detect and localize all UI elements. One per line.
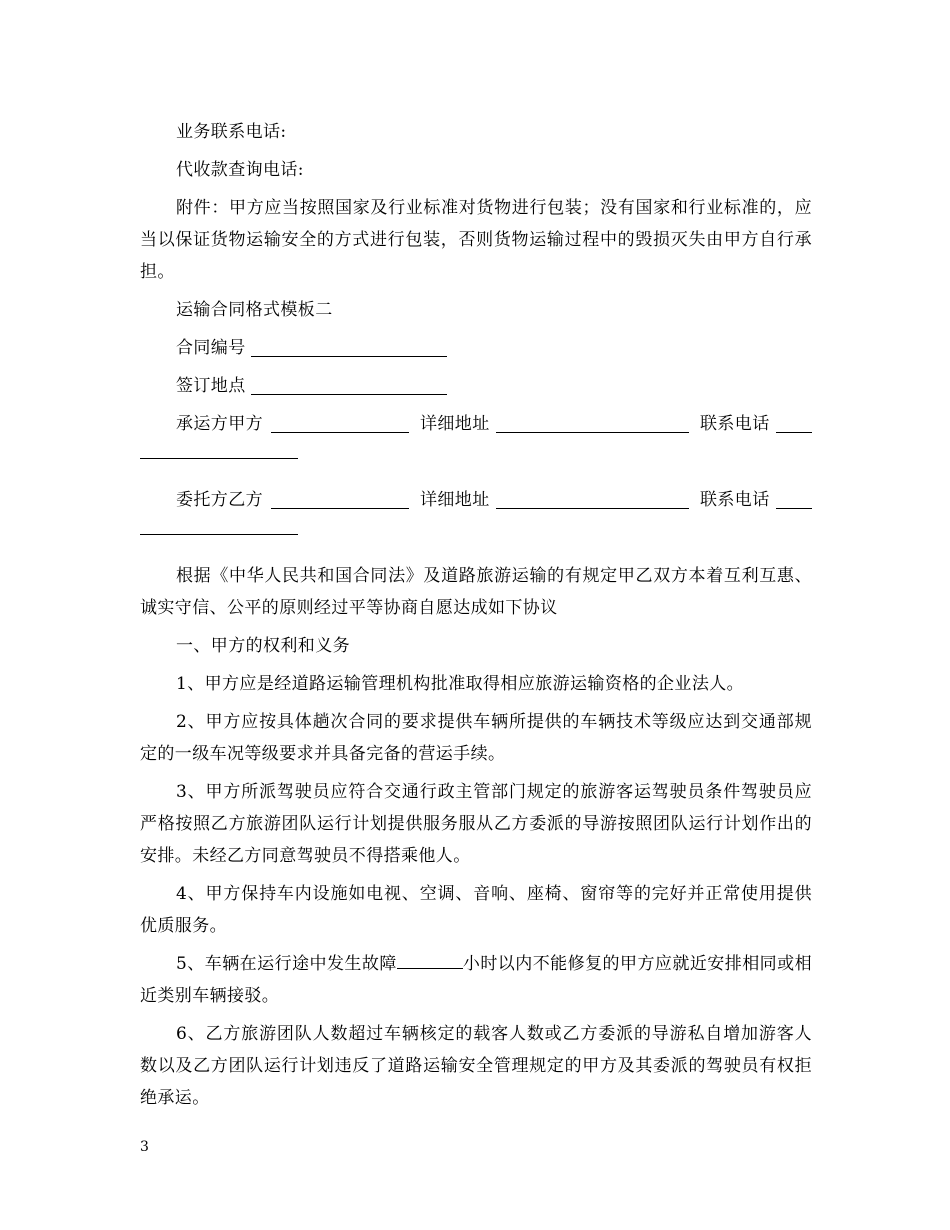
contract-number-blank[interactable]	[251, 356, 447, 357]
party-a-phone-continuation	[140, 446, 812, 478]
item-6: 6、乙方旅游团队人数超过车辆核定的载客人数或乙方委派的导游私自增加游客人数以及乙方团队运行计划违反了道路运输安全管理规定的甲方及其委派的驾驶员有权拒绝承运。	[140, 1024, 812, 1108]
party-a-address-label: 详细地址	[420, 414, 490, 434]
contact-phone-line: 业务联系电话:	[176, 122, 287, 142]
party-a-label: 承运方甲方	[176, 414, 263, 434]
party-b-address-label: 详细地址	[420, 490, 490, 510]
item-3: 3、甲方所派驾驶员应符合交通行政主管部门规定的旅游客运驾驶员条件驾驶员应严格按照乙方旅游团队运行计划提供服务服从乙方委派的导游按照团队运行计划作出的安排。未经乙方同意驾驶员不得搭乘他人。	[140, 782, 812, 866]
template-title: 运输合同格式模板二	[176, 300, 333, 320]
party-b-address-blank[interactable]	[496, 508, 689, 509]
page-number: 3	[140, 1139, 149, 1155]
item-5-text-after: 小时以内不能修复的甲方应就近安排相同或相近类别车辆接驳。	[140, 954, 812, 1006]
sign-place-row	[140, 370, 812, 402]
party-b-row	[140, 484, 812, 516]
item-1: 1、甲方应是经道路运输管理机构批准取得相应旅游运输资格的企业法人。	[176, 674, 745, 694]
item-5-hours-blank[interactable]	[397, 948, 463, 969]
party-b-label: 委托方乙方	[176, 490, 263, 510]
contract-number-row	[140, 332, 812, 364]
contract-number-label: 合同编号	[176, 338, 246, 358]
cod-phone-line: 代收款查询电话:	[176, 160, 304, 180]
item-2: 2、甲方应按具体趟次合同的要求提供车辆所提供的车辆技术等级应达到交通部规定的一级车况等级要求并具备完备的营运手续。	[140, 712, 812, 764]
party-a-phone-blank[interactable]	[776, 432, 812, 433]
item-5-text-before: 5、车辆在运行途中发生故障	[176, 954, 397, 974]
sign-place-blank[interactable]	[251, 394, 447, 395]
party-a-address-blank[interactable]	[496, 432, 689, 433]
party-a-phone-blank-cont[interactable]	[140, 458, 298, 459]
party-a-phone-label: 联系电话	[700, 414, 770, 434]
document-body	[140, 116, 812, 1120]
attachment-paragraph: 附件：甲方应当按照国家及行业标准对货物进行包装；没有国家和行业标准的，应当以保证货物运输安全的方式进行包装，否则货物运输过程中的毁损灭失由甲方自行承担。	[140, 198, 812, 282]
party-b-phone-blank-cont[interactable]	[140, 534, 298, 535]
item-5	[140, 948, 812, 1012]
party-a-row	[140, 408, 812, 440]
party-a-name-blank[interactable]	[271, 432, 409, 433]
party-b-name-blank[interactable]	[271, 508, 409, 509]
item-4: 4、甲方保持车内设施如电视、空调、音响、座椅、窗帘等的完好并正常使用提供优质服务。	[140, 884, 812, 936]
party-b-phone-label: 联系电话	[700, 490, 770, 510]
party-b-phone-continuation	[140, 522, 812, 554]
sign-place-label: 签订地点	[176, 376, 246, 396]
intro-paragraph: 根据《中华人民共和国合同法》及道路旅游运输的有规定甲乙双方本着互利互惠、诚实守信、公平的原则经过平等协商自愿达成如下协议	[140, 566, 812, 618]
section-title: 一、甲方的权利和义务	[176, 636, 350, 656]
party-b-phone-blank[interactable]	[776, 508, 812, 509]
